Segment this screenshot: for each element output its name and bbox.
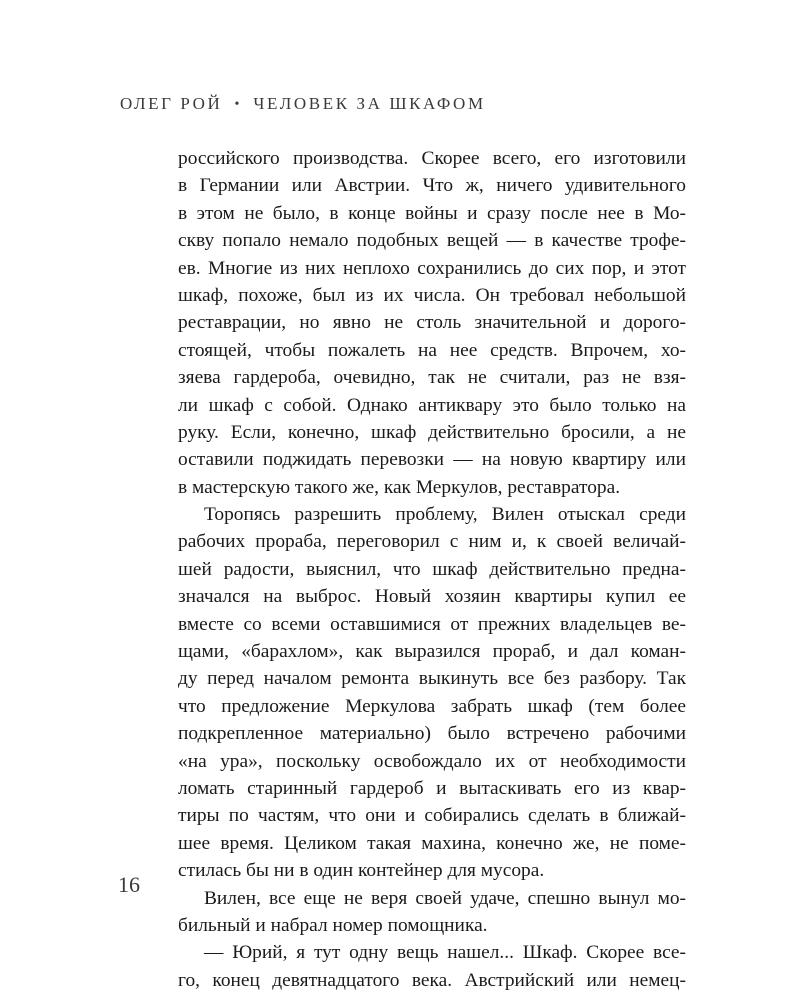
text-line: зяева гардероба, очевидно, так не считали, раз не взя- [178,367,686,389]
text-line: оставили поджидать перевозки — на новую квартиру или [178,449,686,471]
text-line: ду перед началом ремонта выкинуть все без разбору. Так [178,668,686,690]
text-line: щами, «барахлом», как выразился прораб, и дал коман- [178,641,686,663]
text-line: стоящей, чтобы пожалеть на нее средств. Впрочем, хо- [178,339,686,361]
text-line: бильный и набрал номер помощника. [178,914,488,936]
text-line: значался на выброс. Новый хозяин квартиры купил ее [178,586,686,608]
text-line: вместе со всеми оставшимися от прежних владельцев ве- [178,613,686,635]
text-line: тиры по частям, что они и собирались сделать в ближай- [178,805,686,827]
text-line: в мастерскую такого же, как Меркулов, реставратора. [178,476,621,498]
text-line: что предложение Меркулова забрать шкаф (тем более [178,695,686,717]
paragraph-first-line: — Юрий, я тут одну вещь нашел... Шкаф. Скорее все- [204,942,686,964]
text-line: скву попало немало подобных вещей — в качестве трофе- [178,230,686,252]
header-separator-dot: • [234,97,240,112]
text-line: руку. Если, конечно, шкаф действительно бросили, а не [178,421,686,443]
running-header [120,94,486,114]
paragraph-first-line: Вилен, все еще не веря своей удаче, спешно вынул мо- [204,887,686,909]
text-line: шей радости, выяснил, что шкаф действительно предна- [178,558,686,580]
paragraph-first-line: Торопясь разрешить проблему, Вилен отыскал среди [204,504,686,526]
text-line: шее время. Целиком такая махина, конечно же, не поме- [178,832,686,854]
text-line: «на ура», поскольку освобождало их от необходимости [178,750,686,772]
text-line: го, конец девятнадцатого века. Австрийский или немец- [178,969,686,991]
text-line: в Германии или Австрии. Что ж, ничего удивительного [178,175,686,197]
text-line: ломать старинный гардероб и вытаскивать его из квар- [178,777,686,799]
text-line: ев. Многие из них неплохо сохранились до сих пор, и этот [178,257,686,279]
page-number: 16 [118,872,140,897]
text-line: подкрепленное материально) было встречено рабочими [178,723,686,745]
body-text [178,145,686,994]
header-book-title: ЧЕЛОВЕК ЗА ШКАФОМ [253,94,486,113]
text-line: реставрации, но явно не столь значительной и дорого- [178,312,686,334]
text-line: ли шкаф с собой. Однако антиквару это было только на [178,394,686,416]
text-line: шкаф, похоже, был из их числа. Он требовал небольшой [178,284,686,306]
text-line: рабочих прораба, переговорил с ним и, к своей величай- [178,531,686,553]
text-line: в этом не было, в конце войны и сразу после нее в Мо- [178,202,686,224]
header-author: ОЛЕГ РОЙ [120,94,223,113]
text-line: стилась бы ни в один контейнер для мусора. [178,860,545,882]
text-line: российского производства. Скорее всего, его изготовили [178,148,686,169]
